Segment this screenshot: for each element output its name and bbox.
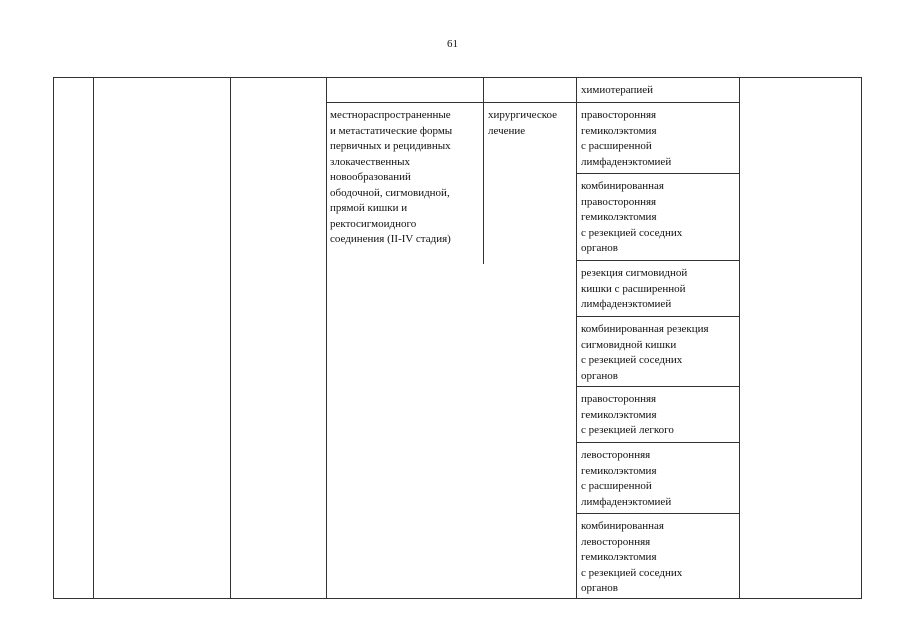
condition-line: ректосигмоидного bbox=[330, 217, 417, 230]
method-line: комбинированная bbox=[581, 520, 664, 532]
method-line: сигмовидной кишки bbox=[581, 338, 677, 351]
method-line: левосторонняя bbox=[581, 449, 651, 461]
method-cell-chemo: химиотерапией bbox=[581, 84, 654, 96]
method-line: правосторонняя bbox=[581, 195, 657, 208]
method-line: органов bbox=[581, 369, 618, 382]
column-border-6 bbox=[576, 77, 577, 599]
method-line: гемиколэктомия bbox=[581, 408, 657, 421]
method-line: гемиколэктомия bbox=[581, 211, 657, 223]
treatment-line: лечение bbox=[488, 124, 526, 137]
method-line: лимфаденэктомией bbox=[581, 298, 672, 310]
method-line: лимфаденэктомией bbox=[581, 495, 672, 508]
method-line: правосторонняя bbox=[581, 393, 657, 405]
row-divider-method-1 bbox=[576, 173, 739, 174]
method-line: кишки с расширенной bbox=[581, 282, 686, 295]
row-divider-chemo bbox=[326, 102, 739, 103]
method-line: с резекцией соседних bbox=[581, 226, 683, 239]
row-divider-method-2 bbox=[576, 260, 739, 261]
method-line: органов bbox=[581, 582, 618, 594]
method-line: с расширенной bbox=[581, 480, 652, 492]
row-divider-method-5 bbox=[576, 442, 739, 443]
column-border-2 bbox=[93, 77, 94, 599]
condition-line: злокачественных bbox=[330, 155, 411, 168]
method-line: с резекцией соседних bbox=[581, 354, 683, 366]
row-divider-method-3 bbox=[576, 316, 739, 317]
method-line: резекция сигмовидной bbox=[581, 267, 688, 279]
condition-line: соединения (II-IV стадия) bbox=[330, 233, 451, 245]
column-border-5 bbox=[483, 77, 484, 264]
method-line: гемиколэктомия bbox=[581, 551, 657, 563]
condition-line: прямой кишки и bbox=[330, 202, 408, 214]
method-line: гемиколэктомия bbox=[581, 124, 657, 137]
condition-line: местнораспространенные bbox=[330, 109, 451, 121]
column-border-7 bbox=[739, 77, 740, 599]
method-line: комбинированная bbox=[581, 180, 664, 192]
page-number: 61 bbox=[447, 38, 458, 50]
method-line: лимфаденэктомией bbox=[581, 155, 672, 168]
column-border-3 bbox=[230, 77, 231, 599]
method-line: с резекцией легкого bbox=[581, 424, 674, 436]
method-line: с расширенной bbox=[581, 140, 652, 152]
condition-line: новообразований bbox=[330, 171, 411, 183]
column-border-1 bbox=[53, 77, 54, 599]
method-line: комбинированная резекция bbox=[581, 323, 709, 335]
row-divider-method-4 bbox=[576, 386, 739, 387]
method-line: гемиколэктомия bbox=[581, 464, 657, 477]
method-line: с резекцией соседних bbox=[581, 566, 683, 579]
method-line: органов bbox=[581, 242, 618, 254]
column-border-4 bbox=[326, 77, 327, 599]
column-border-8 bbox=[861, 77, 862, 599]
method-line: левосторонняя bbox=[581, 535, 651, 548]
row-divider-method-6 bbox=[576, 513, 739, 514]
condition-line: первичных и рецидивных bbox=[330, 140, 451, 152]
condition-line: ободочной, сигмовидной, bbox=[330, 186, 450, 199]
condition-line: и метастатические формы bbox=[330, 124, 453, 137]
method-line: правосторонняя bbox=[581, 109, 657, 121]
treatment-line: хирургическое bbox=[488, 109, 558, 121]
